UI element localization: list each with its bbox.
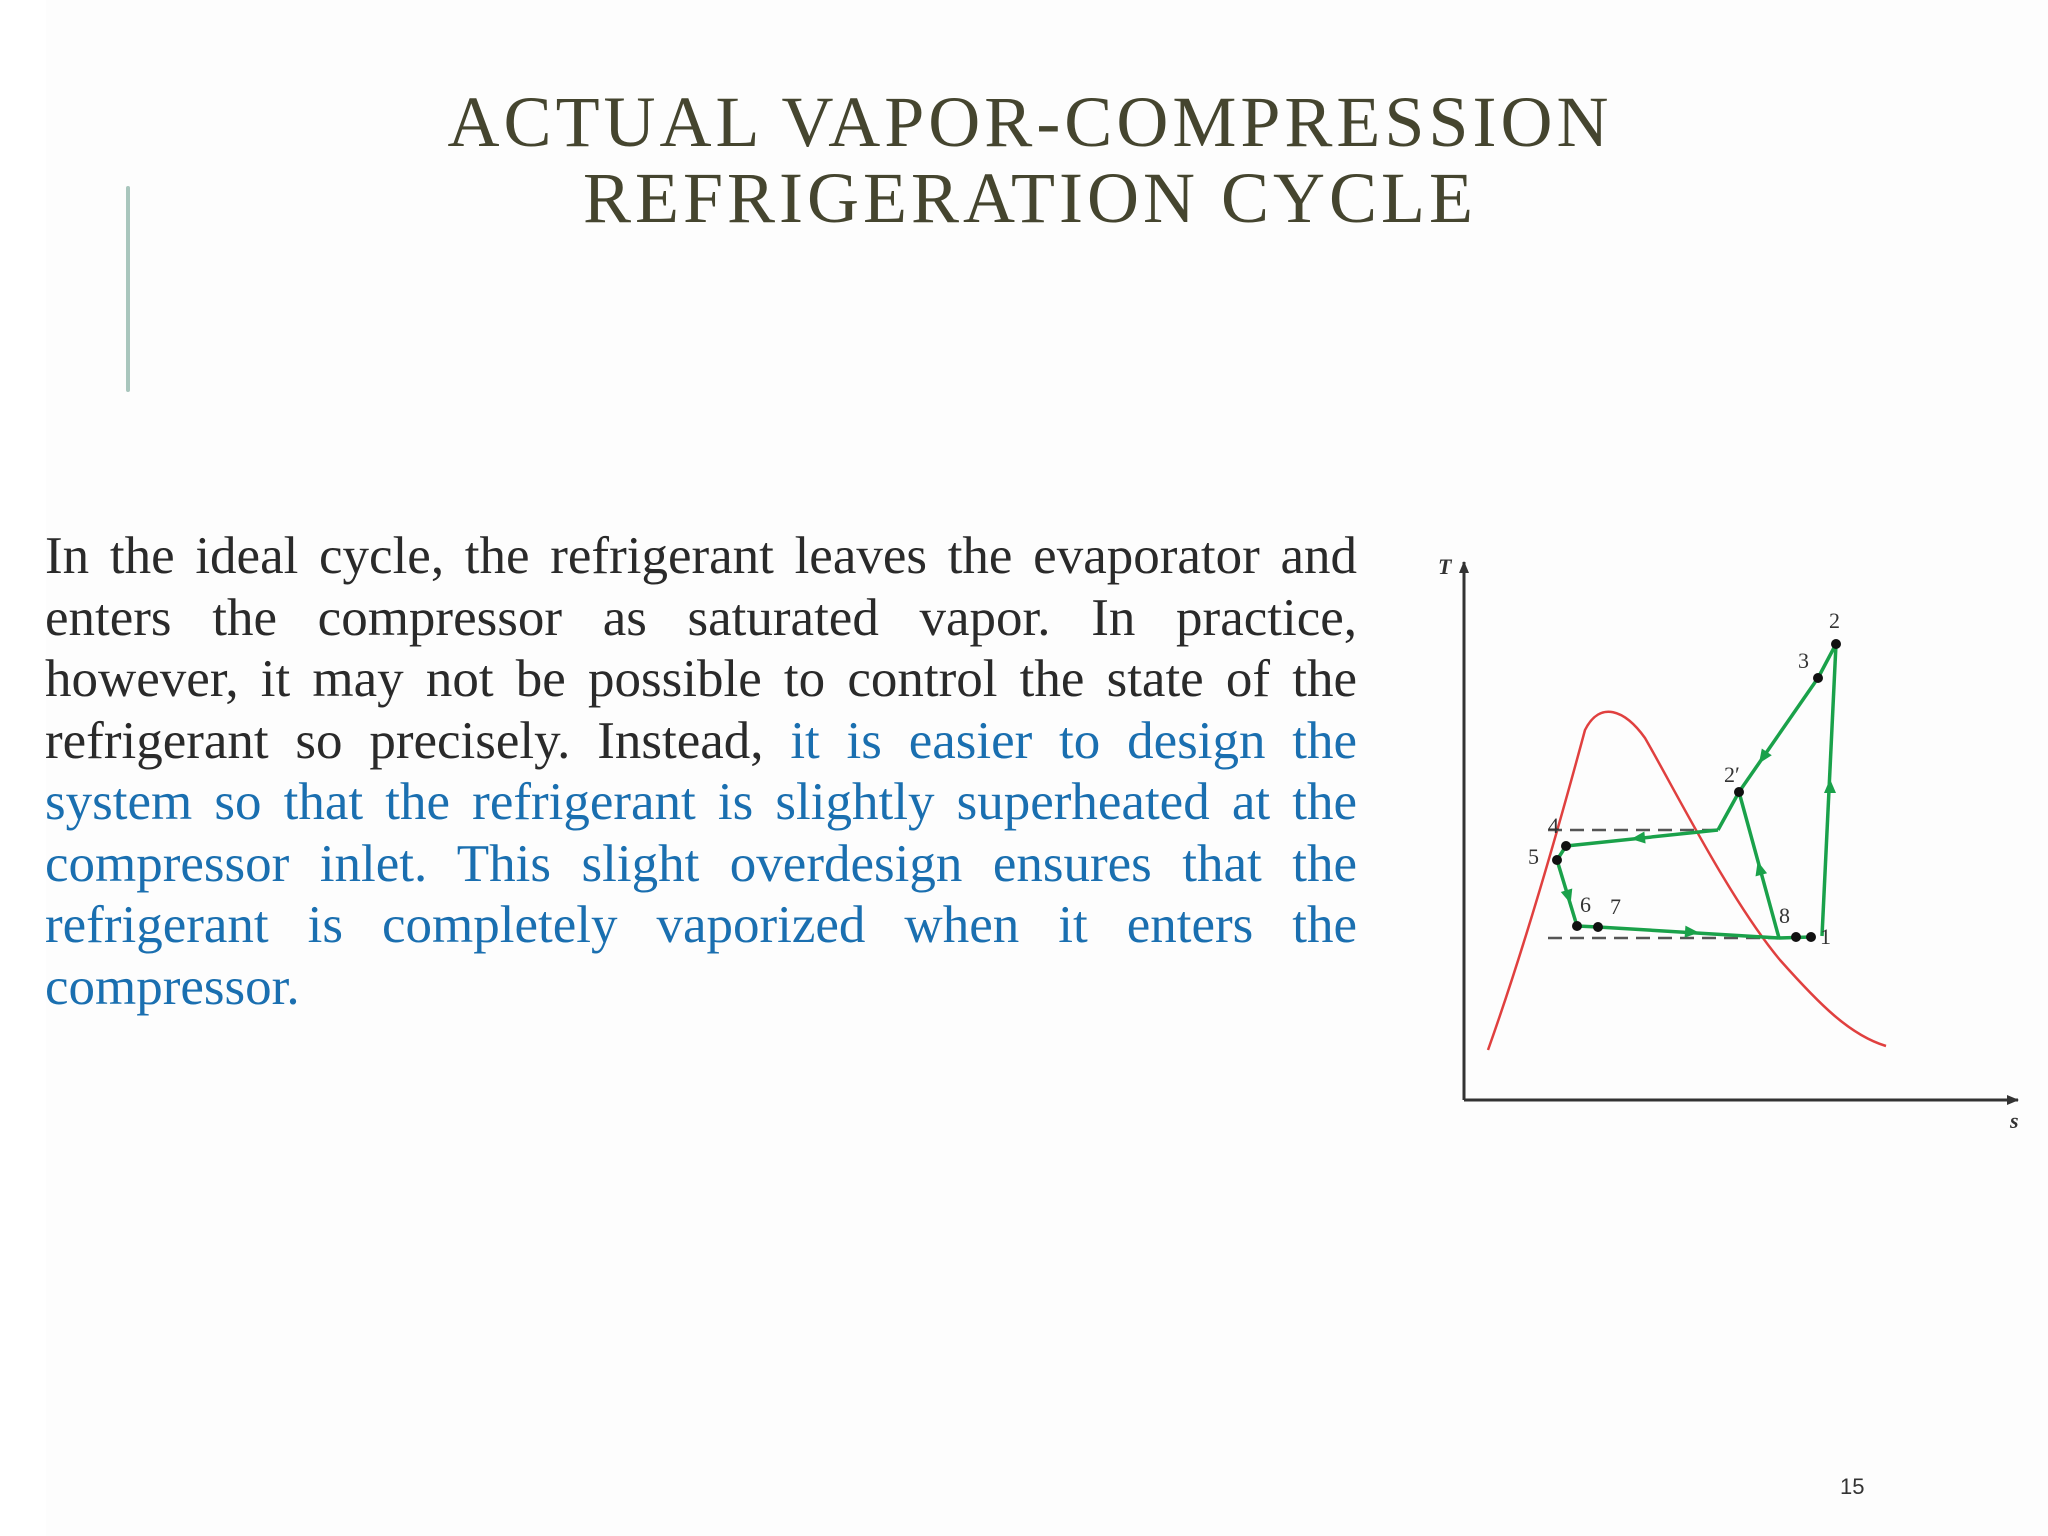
t-axis-label: T: [1438, 554, 1452, 579]
s-axis-label: s: [2010, 1108, 2019, 1130]
state-point-8: [1791, 932, 1801, 942]
state-point-2: [1831, 639, 1841, 649]
state-point-2p: [1734, 787, 1744, 797]
slide-title-line-1: ACTUAL VAPOR-COMPRESSION: [447, 82, 1613, 162]
page-number: 15: [1840, 1474, 1865, 1499]
cycle-path: [1557, 644, 1836, 938]
state-label-4: 4: [1548, 813, 1559, 838]
body-text-plain: In the ideal cycle, the refrigerant leaves the evaporator and enters the compressor as saturated vapor. In practice, however, it may not be possible to control the state of the refrigerant so precisely. Instead,: [45, 527, 1357, 770]
slide-title-line-2: REFRIGERATION CYCLE: [582, 158, 1477, 238]
state-points: [1552, 639, 1841, 942]
state-label-2: 2: [1829, 608, 1840, 633]
state-label-6: 6: [1580, 892, 1591, 917]
body-text-highlight: it is easier to design the system so that the refrigerant is slightly superheated at the compressor inlet. This slight overdesign ensures that the refrigerant is completely vaporized when it enters the compressor.: [45, 711, 1357, 1016]
state-point-1: [1806, 932, 1816, 942]
state-label-7: 7: [1610, 894, 1621, 919]
slide-title: [300, 84, 1760, 236]
state-point-5: [1552, 855, 1562, 865]
state-label-8: 8: [1779, 903, 1790, 928]
ts-diagram: [1400, 540, 2030, 1130]
state-label-1: 1: [1820, 924, 1831, 949]
flow-arrow-1-2: [1824, 779, 1836, 793]
state-point-7: [1593, 922, 1603, 932]
state-label-5: 5: [1528, 844, 1539, 869]
flow-arrow-2p-4: [1630, 832, 1645, 845]
accent-bar: [126, 186, 130, 392]
state-point-6: [1572, 921, 1582, 931]
state-point-3: [1813, 673, 1823, 683]
flow-arrow-7-8: [1685, 926, 1700, 939]
body-paragraph: [45, 526, 1357, 1018]
state-label-2p: 2′: [1724, 762, 1740, 787]
state-point-4: [1561, 841, 1571, 851]
state-label-3: 3: [1798, 648, 1809, 673]
